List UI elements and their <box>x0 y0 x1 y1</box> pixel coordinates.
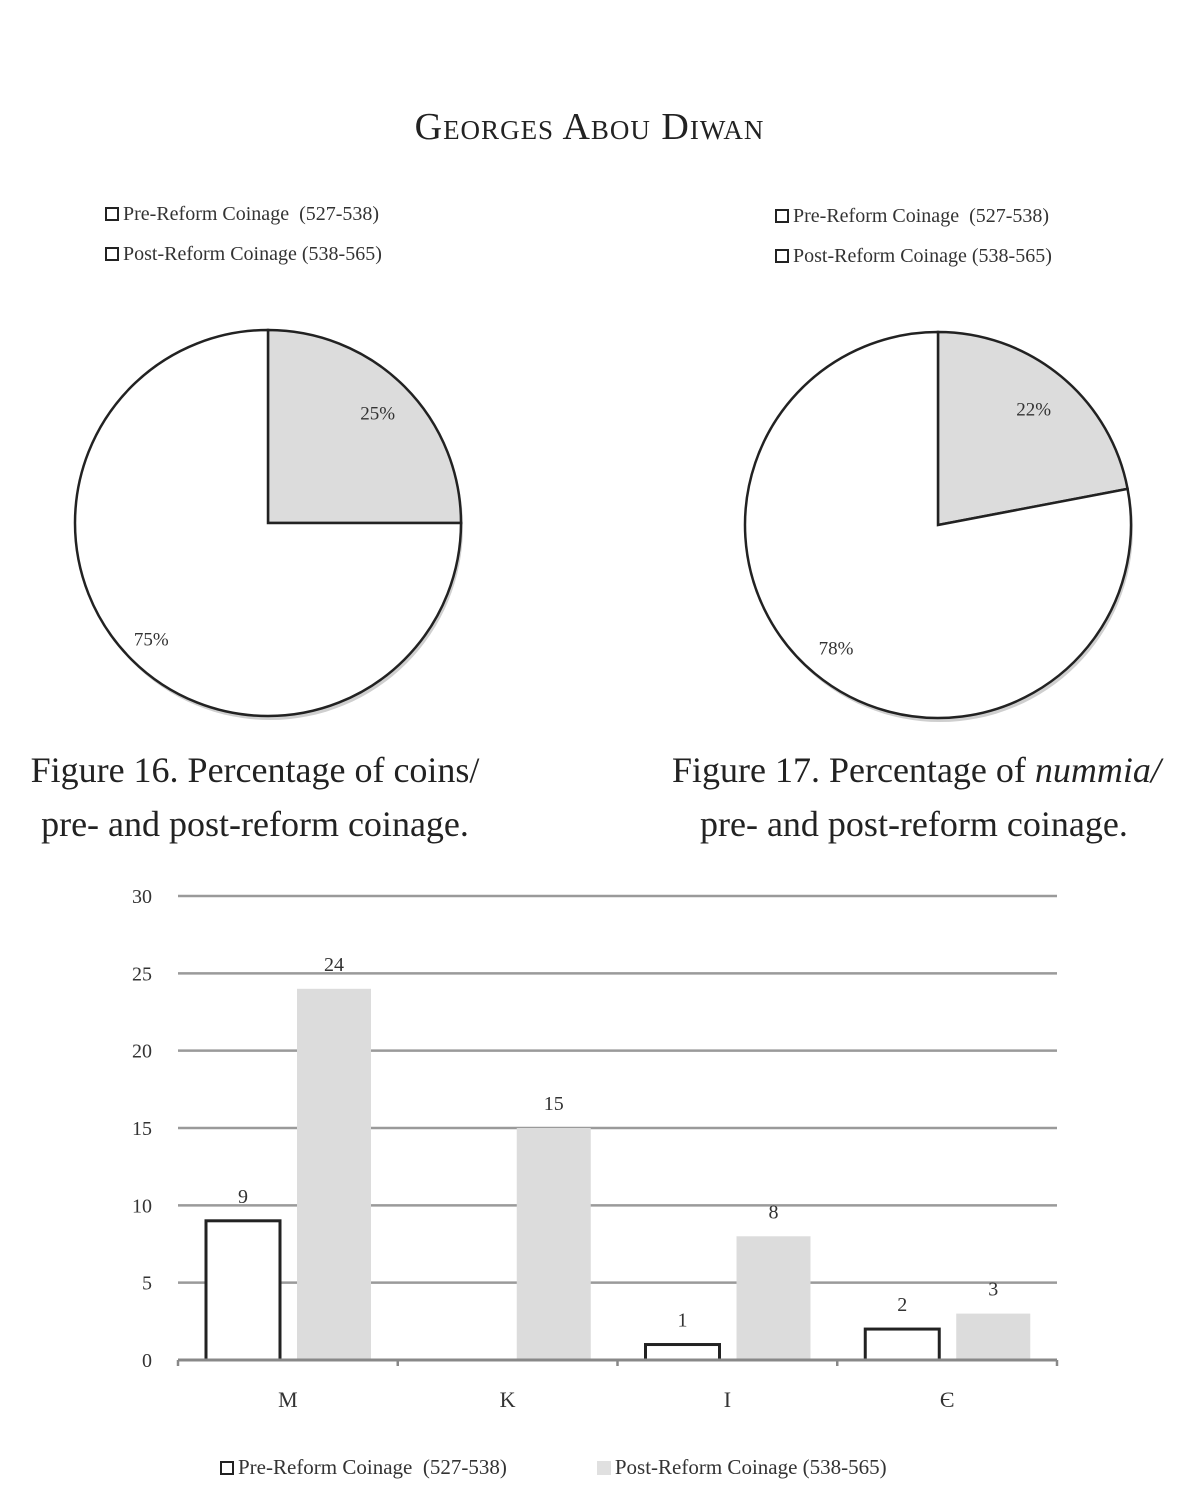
fig16-caption <box>0 743 510 851</box>
bar <box>737 1236 811 1360</box>
bar-legend-post-label: Post-Reform Coinage (538-565) <box>614 1455 887 1479</box>
bar <box>297 989 371 1360</box>
y-tick-label: 20 <box>132 1040 152 1063</box>
fig17-caption-italic: nummia/ <box>1034 750 1161 790</box>
pie1-legend-pre-label: Pre-Reform Coinage (527-538) <box>123 202 380 225</box>
fig17-caption-line1 <box>672 743 1179 797</box>
pre-swatch-icon <box>105 207 119 221</box>
post-swatch-icon <box>105 247 119 261</box>
y-tick-label: 25 <box>132 963 152 986</box>
bar-legend-pre-label: Pre-Reform Coinage (527-538) <box>238 1455 507 1479</box>
pie2-legend <box>775 196 1052 276</box>
bar-data-label: 1 <box>677 1309 688 1332</box>
pie1-legend-pre <box>105 194 382 234</box>
bar-data-label: 9 <box>238 1185 248 1208</box>
bar <box>956 1314 1030 1360</box>
fig16-caption-line1: Figure 16. Percentage of coins/ <box>30 750 480 790</box>
bar-legend <box>220 1455 977 1480</box>
x-tick-label: K <box>499 1387 516 1412</box>
pie1-legend-post <box>105 234 382 274</box>
pie-slice-label: 75% <box>133 629 169 651</box>
post-swatch-icon <box>775 249 789 263</box>
pie-slice-label: 78% <box>818 638 854 660</box>
y-tick-label: 10 <box>132 1195 152 1218</box>
bar-chart <box>0 870 1179 1440</box>
bar <box>646 1345 720 1360</box>
post-swatch-icon <box>597 1461 611 1475</box>
fig17-caption-line2: pre- and post-reform coinage. <box>700 804 1128 844</box>
pie-slice-label: 22% <box>1016 399 1052 421</box>
bar <box>206 1221 280 1360</box>
pie1-legend <box>105 194 382 274</box>
bar-data-label: 3 <box>988 1278 999 1301</box>
pie2-legend-post-label: Post-Reform Coinage (538-565) <box>793 244 1052 267</box>
bar-data-label: 15 <box>543 1093 564 1115</box>
y-tick-label: 5 <box>142 1272 152 1295</box>
bar <box>517 1128 591 1360</box>
bar-data-label: 24 <box>324 953 344 976</box>
y-tick-label: 0 <box>142 1350 152 1372</box>
pie-slice-label: 25% <box>360 403 396 425</box>
pre-swatch-icon <box>775 209 789 223</box>
x-tick-label: M <box>278 1387 298 1412</box>
bar <box>865 1329 939 1360</box>
bar-data-label: 2 <box>897 1294 908 1317</box>
pie1-legend-post-label: Post-Reform Coinage (538-565) <box>123 242 382 265</box>
bar-legend-pre <box>220 1455 507 1480</box>
y-tick-label: 30 <box>132 886 152 908</box>
page-header: Georges Abou Diwan <box>414 106 765 148</box>
pre-swatch-icon <box>220 1461 234 1475</box>
pie-slice <box>268 330 461 523</box>
pie2-legend-post <box>775 236 1052 276</box>
bar-data-label: 8 <box>768 1201 779 1224</box>
bar-legend-post <box>597 1455 887 1480</box>
pie2-legend-pre <box>775 196 1052 236</box>
fig17-caption <box>672 743 1179 851</box>
y-tick-label: 15 <box>132 1118 152 1140</box>
pie2-legend-pre-label: Pre-Reform Coinage (527-538) <box>793 204 1050 227</box>
fig16-caption-line2: pre- and post-reform coinage. <box>41 804 469 844</box>
fig17-caption-text: Figure 17. Percentage of <box>672 750 1035 790</box>
x-tick-label: I <box>723 1387 732 1412</box>
pie-chart-fig17 <box>730 317 1150 737</box>
pie-chart-fig16 <box>60 315 480 735</box>
x-tick-label: Є <box>939 1387 955 1412</box>
